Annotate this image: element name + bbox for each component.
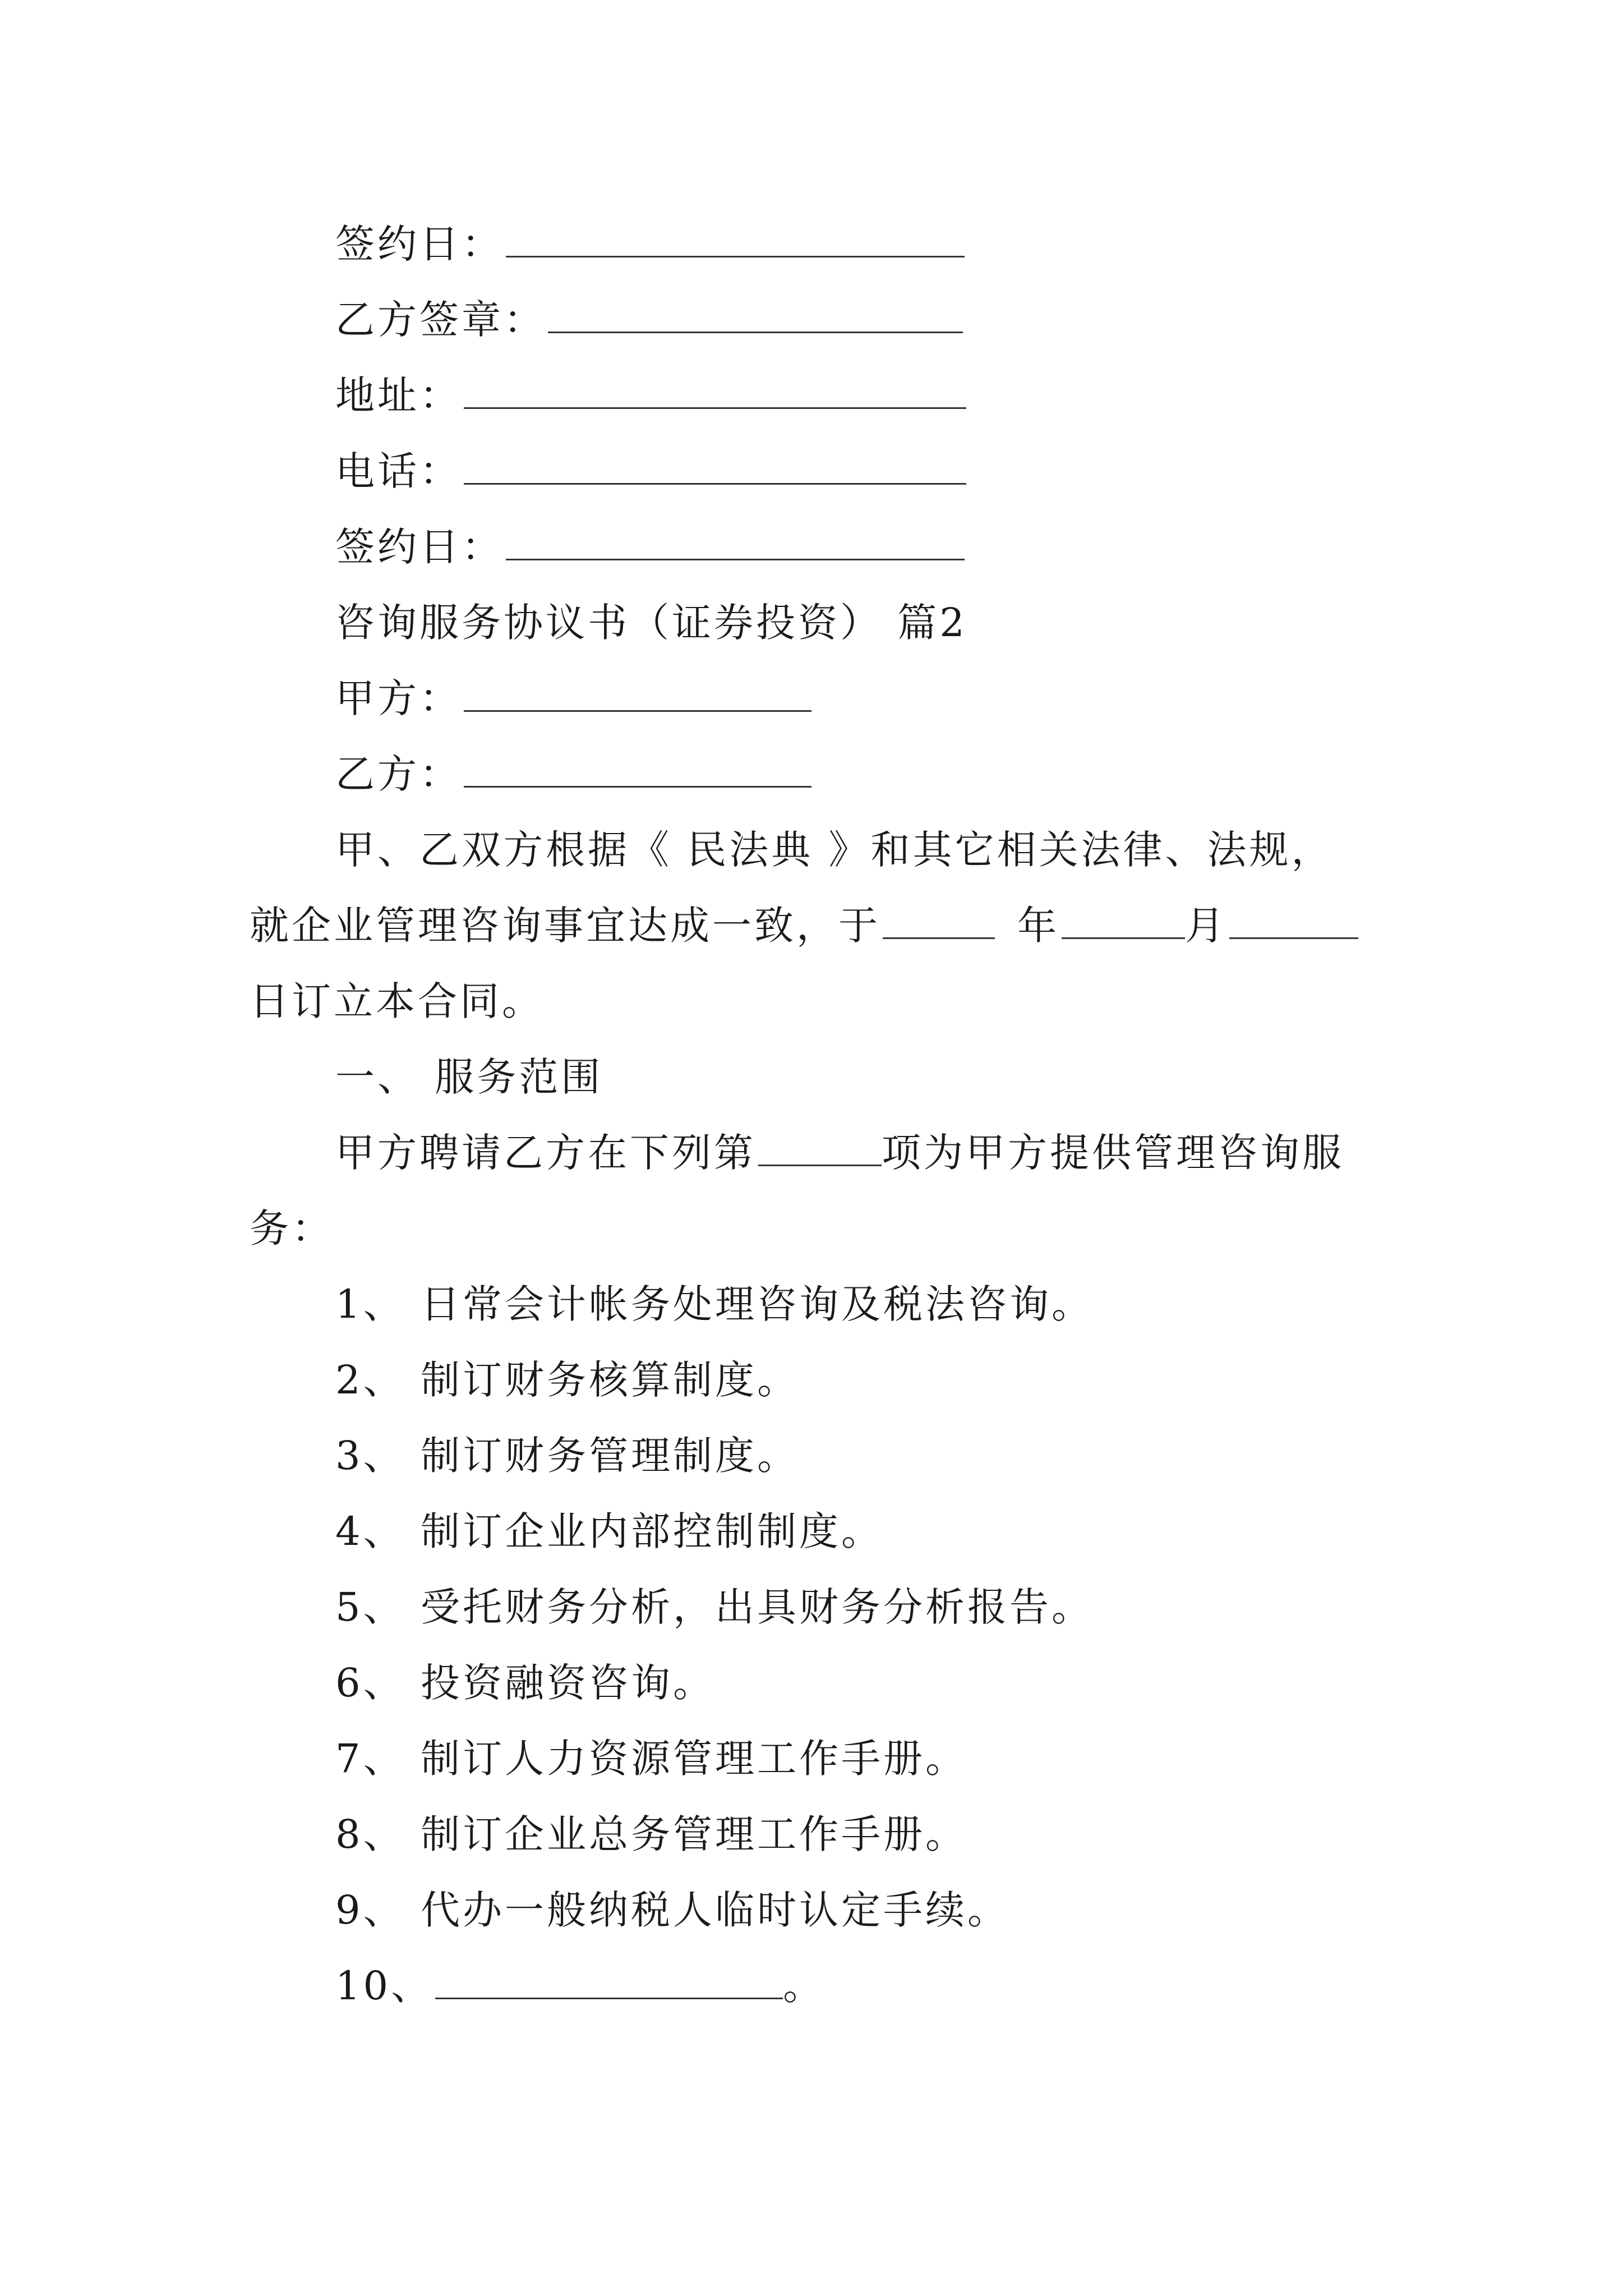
year-blank xyxy=(883,904,995,939)
scope-text-b: 项为甲方提供管理咨询服 xyxy=(882,1130,1344,1176)
list-item-number: 9、 xyxy=(335,1887,405,1933)
scope-line-2: 务： xyxy=(250,1205,334,1251)
list-item-text: 代办一般纳税人临时认定手续。 xyxy=(421,1887,1009,1933)
scope-blank xyxy=(758,1131,882,1166)
scope-text-a: 甲方聘请乙方在下列第 xyxy=(335,1130,756,1176)
list-item-text: 制订财务管理制度。 xyxy=(421,1433,799,1479)
list-item-10 xyxy=(335,1958,825,2014)
list-item xyxy=(335,1806,967,1862)
list-item-text: 制订财务核算制度。 xyxy=(421,1357,799,1403)
phone-line xyxy=(335,443,966,499)
list-item-number: 3、 xyxy=(335,1433,405,1479)
list-item xyxy=(335,1655,715,1711)
list-item-text: 投资融资咨询。 xyxy=(421,1660,715,1706)
day-blank xyxy=(1229,904,1358,939)
month-blank xyxy=(1062,904,1185,939)
party-a-blank xyxy=(464,677,811,712)
party-b-seal-line xyxy=(335,292,963,348)
list-item xyxy=(335,1428,799,1484)
list-item-number: 6、 xyxy=(335,1660,405,1706)
item-10-suffix: 。 xyxy=(783,1963,826,2009)
list-item xyxy=(335,1882,1009,1938)
party-b-label: 乙方： xyxy=(335,751,462,797)
list-item-text: 制订人力资源管理工作手册。 xyxy=(421,1736,967,1782)
sign-date-blank-2 xyxy=(506,525,965,560)
sign-date-label: 签约日： xyxy=(335,221,504,267)
sign-date-label-2: 签约日： xyxy=(335,524,504,570)
intro-line-2-text: 就企业管理咨询事宜达成一致，于 xyxy=(250,903,880,949)
party-a-label: 甲方： xyxy=(335,675,462,721)
phone-blank xyxy=(464,449,966,485)
intro-line-1: 甲、乙双方根据《 民法典 》和其它相关法律、法规， xyxy=(335,827,1334,873)
address-blank xyxy=(464,374,966,409)
party-b-line xyxy=(335,746,811,802)
month-label: 月 xyxy=(1185,903,1227,949)
party-a-line xyxy=(335,670,811,726)
list-item-number: 10、 xyxy=(335,1963,434,2009)
sign-date-blank xyxy=(506,222,965,257)
year-label: 年 xyxy=(1017,903,1059,949)
list-item-text: 制订企业总务管理工作手册。 xyxy=(421,1811,967,1857)
intro-line-3: 日订立本合同。 xyxy=(250,978,544,1024)
phone-label: 电话： xyxy=(335,448,462,494)
intro-line-2 xyxy=(250,898,1358,954)
list-item xyxy=(335,1731,967,1787)
scope-line xyxy=(335,1125,1344,1181)
list-item xyxy=(335,1579,1094,1635)
item-10-blank xyxy=(435,1964,783,1999)
list-item-number: 7、 xyxy=(335,1736,405,1782)
party-b-blank xyxy=(464,752,811,788)
party-b-seal-blank xyxy=(548,298,963,333)
sign-date-line-2 xyxy=(335,519,965,575)
party-b-seal-label: 乙方签章： xyxy=(335,297,546,343)
sign-date-line xyxy=(335,216,965,272)
list-item-text: 制订企业内部控制制度。 xyxy=(421,1508,883,1554)
list-item xyxy=(335,1276,1094,1332)
section-title: 咨询服务协议书（证券投资） 篇2 xyxy=(335,600,967,646)
list-item-text: 受托财务分析，出具财务分析报告。 xyxy=(421,1584,1094,1630)
list-item-number: 8、 xyxy=(335,1811,405,1857)
address-label: 地址： xyxy=(335,372,462,418)
list-item xyxy=(335,1503,883,1559)
address-line xyxy=(335,367,966,424)
list-item-number: 4、 xyxy=(335,1508,405,1554)
heading-service-scope: 一、 服务范围 xyxy=(335,1054,603,1100)
list-item-number: 2、 xyxy=(335,1357,405,1403)
list-item-number: 1、 xyxy=(335,1281,405,1327)
list-item-text: 日常会计帐务处理咨询及税法咨询。 xyxy=(421,1281,1094,1327)
list-item-number: 5、 xyxy=(335,1584,405,1630)
list-item xyxy=(335,1352,799,1408)
